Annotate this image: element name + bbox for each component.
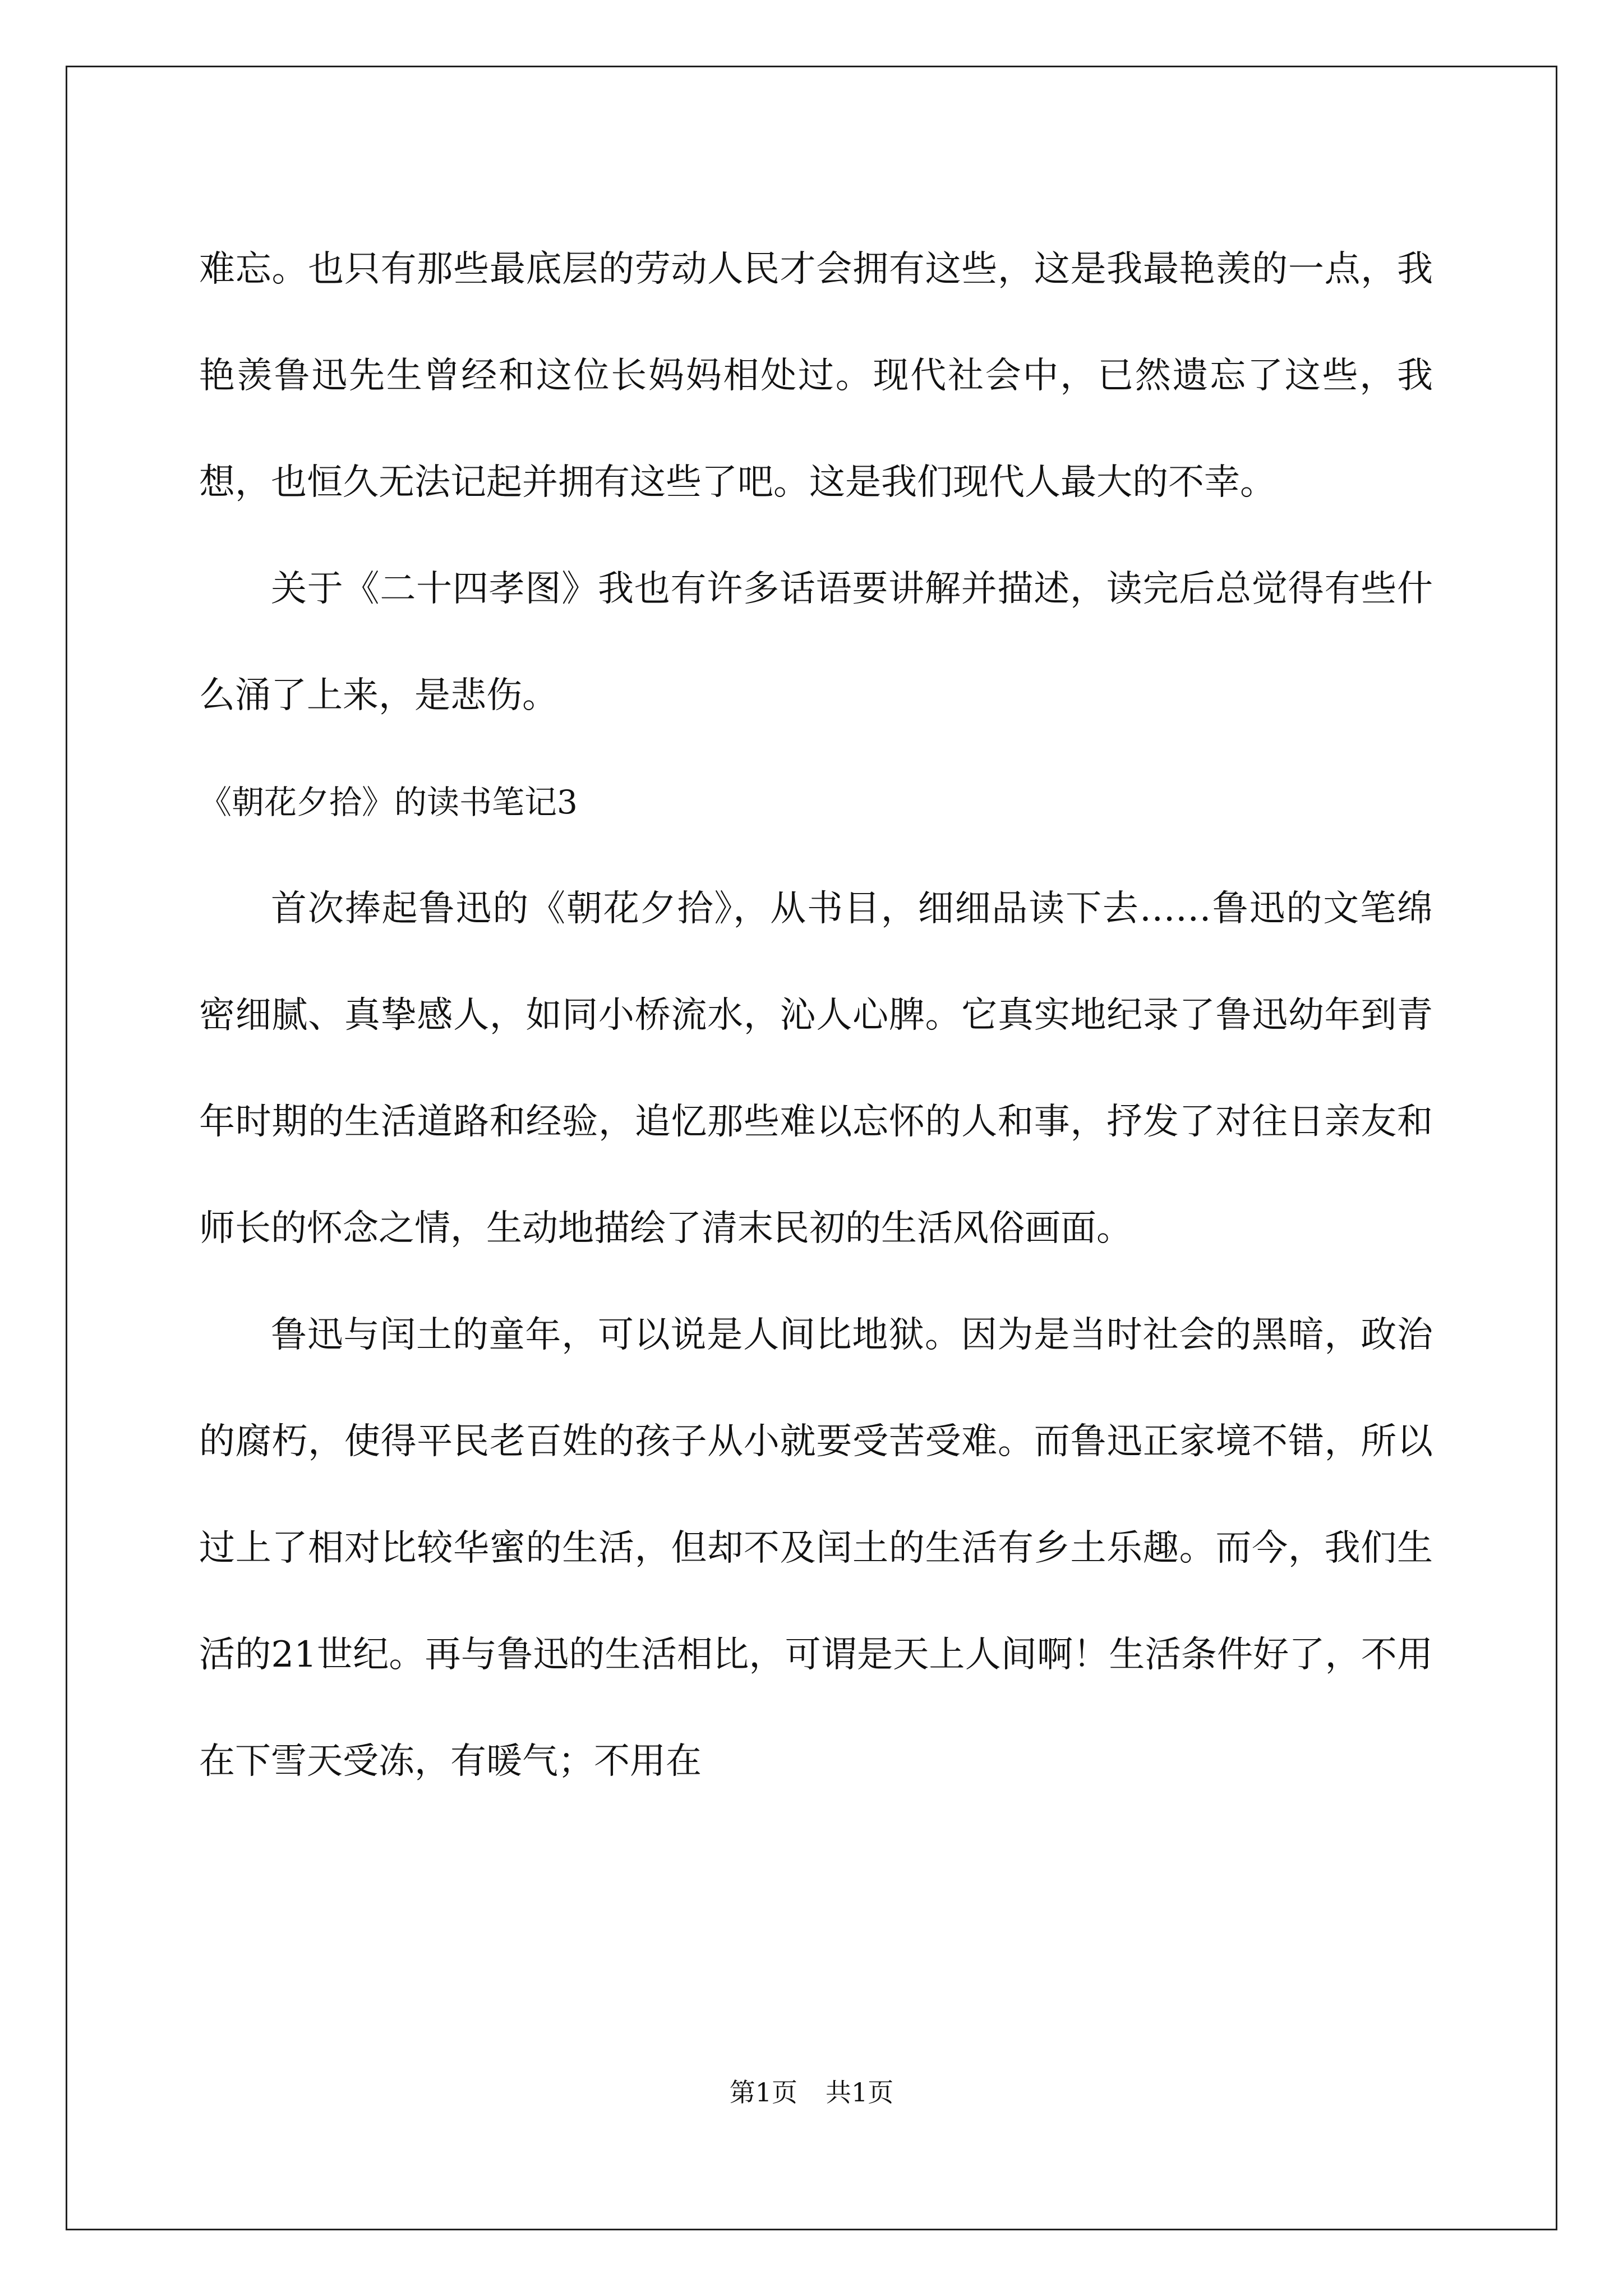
paragraph-runtu-childhood: 鲁迅与闰土的童年，可以说是人间比地狱。因为是当时社会的黑暗，政治的腐朽，使得平民老百姓的孩子从小就要受苦受难。而鲁迅正家境不错，所以过上了相对比较华蜜的生活，但却不及闰土的生活有乡土乐趣。而今，我们生活的21世纪。再与鲁迅的生活相比，可谓是天上人间啊！生活条件好了，不用在下雪天受冻，有暖气；不用在 xyxy=(199,1314,1433,1782)
section-heading: 《朝花夕拾》的读书笔记3 xyxy=(199,783,578,821)
page-footer xyxy=(0,2076,1623,2109)
paragraph-first-reading: 首次捧起鲁迅的《朝花夕拾》，从书目，细细品读下去……鲁迅的文笔绵密细腻、真挚感人，如同小桥流水，沁人心脾。它真实地纪录了鲁迅幼年到青年时期的生活道路和经验，追忆那些难以忘怀的人和事，抒发了对往日亲友和师长的怀念之情，生动地描绘了清末民初的生活风俗画面。 xyxy=(199,888,1433,1249)
paragraph-twenty-four-filial: 关于《二十四孝图》我也有许多话语要讲解并描述，读完后总觉得有些什么涌了上来，是悲伤。 xyxy=(199,568,1433,716)
document-body xyxy=(199,216,1433,1815)
page-number: 第1页 xyxy=(729,2077,797,2108)
page-total: 共1页 xyxy=(826,2077,894,2108)
paragraph-continued: 难忘。也只有那些最底层的劳动人民才会拥有这些，这是我最艳羡的一点，我艳羡鲁迅先生曾经和这位长妈妈相处过。现代社会中，已然遗忘了这些，我想，也恒久无法记起并拥有这些了吧。这是我们现代人最大的不幸。 xyxy=(199,249,1433,503)
